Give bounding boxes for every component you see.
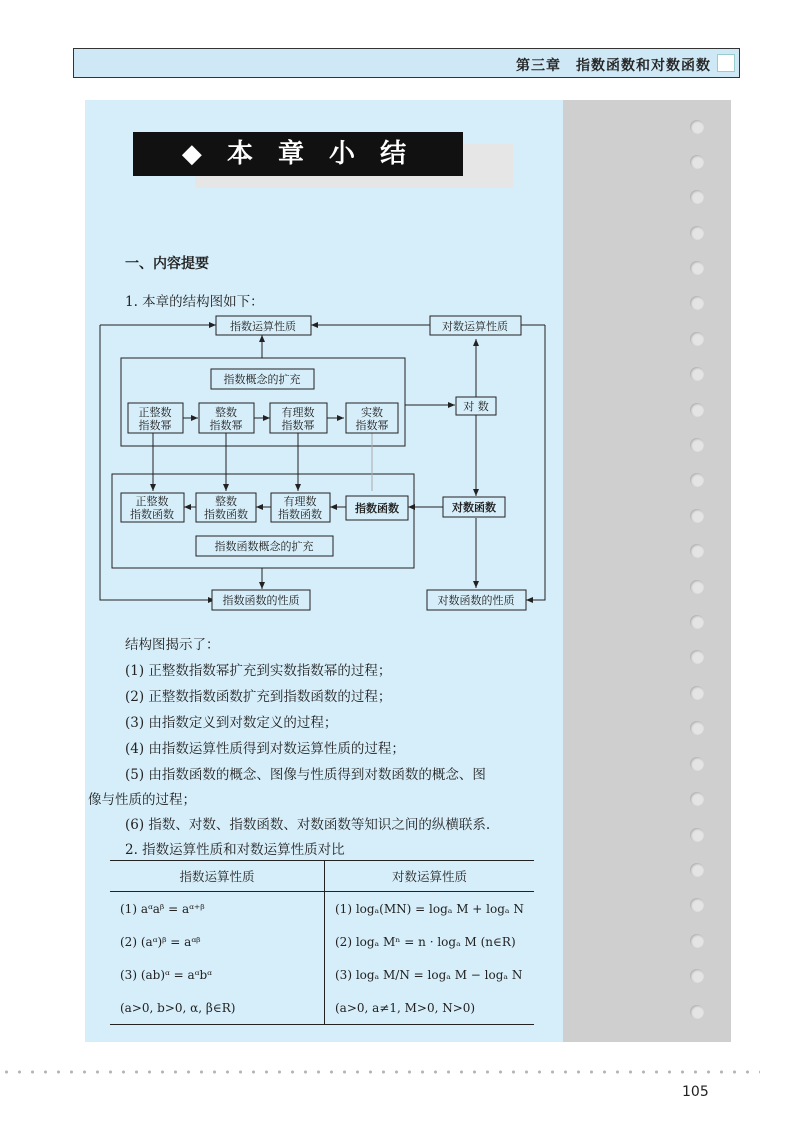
reveals-item-continued: 像与性质的过程； <box>88 792 196 808</box>
int-exp-label-2: 指数幂 <box>209 419 243 432</box>
table-cell: (3) (ab)ᵅ = aᵅbᵅ <box>120 967 212 982</box>
binder-hole-icon <box>690 828 704 842</box>
reveals-item: (2) 正整数指数函数扩充到指数函数的过程； <box>125 689 392 705</box>
table-cell: (1) aᵅaᵝ = aᵅ⁺ᵝ <box>120 901 205 916</box>
table-cell: (3) logₐ M/N = logₐ M − logₐ N <box>325 958 535 991</box>
real-exp-label-2: 指数幂 <box>355 419 389 432</box>
binder-hole-icon <box>690 650 704 664</box>
page-number: 105 <box>682 1084 709 1100</box>
reveals-item: (4) 由指数运算性质得到对数运算性质的过程； <box>125 741 405 757</box>
binder-hole-icon <box>690 757 704 771</box>
table-cell: (1) logₐ(MN) = logₐ M + logₐ N <box>325 892 535 926</box>
pos-int-exp-label: 正整数 <box>138 406 172 419</box>
table-row <box>110 991 534 1025</box>
reveals-intro: 结构图揭示了： <box>125 637 220 653</box>
pos-int-exp-label-2: 指数幂 <box>138 419 172 432</box>
pos-int-func-label: 正整数 <box>135 495 169 508</box>
binder-hole-icon <box>690 1005 704 1019</box>
log-props-label: 对数运算性质 <box>442 320 508 333</box>
rat-func-label-2: 指数函数 <box>278 508 322 521</box>
section-heading: 一、内容提要 <box>125 256 209 272</box>
binder-hole-icon <box>690 898 704 912</box>
rat-exp-label-2: 指数幂 <box>281 419 315 432</box>
table-row <box>110 925 534 958</box>
table-cell: (a>0, b>0, α, β∈R) <box>110 991 325 1025</box>
rat-func-label: 有理数 <box>283 495 317 508</box>
exp-props-label: 指数运算性质 <box>230 320 296 333</box>
binder-hole-icon <box>690 969 704 983</box>
exp-func-label: 指数函数 <box>355 502 399 515</box>
binder-hole-icon <box>690 686 704 700</box>
reveals-item: (6) 指数、对数、指数函数、对数函数等知识之间的纵横联系. <box>125 817 491 833</box>
binder-hole-icon <box>690 792 704 806</box>
reveals-item: (1) 正整数指数幂扩充到实数指数幂的过程； <box>125 663 392 679</box>
table-cell: (2) (aᵅ)ᵝ = aᵅᵝ <box>120 934 201 949</box>
structure-intro: 1. 本章的结构图如下： <box>125 294 264 310</box>
table-row <box>110 892 534 926</box>
table-header-exp: 指数运算性质 <box>110 861 325 892</box>
pos-int-func-label-2: 指数函数 <box>130 508 174 521</box>
int-func-label: 整数 <box>215 495 237 508</box>
chapter-summary-title: ◆ 本 章 小 结 <box>133 132 463 176</box>
real-exp-label: 实数 <box>361 406 383 419</box>
binder-hole-icon <box>690 863 704 877</box>
log-label: 对 数 <box>463 400 489 413</box>
reveals-item: (3) 由指数定义到对数定义的过程； <box>125 715 338 731</box>
exp-func-props-label: 指数函数的性质 <box>222 594 300 607</box>
comparison-table <box>110 860 534 1025</box>
chapter-title: 第三章 指数函数和对数函数 <box>516 58 711 74</box>
exp-concept-ext-label: 指数概念的扩充 <box>223 373 301 386</box>
log-func-props-label: 对数函数的性质 <box>437 594 515 607</box>
table-row <box>110 958 534 991</box>
table-cell: (a>0, a≠1, M>0, N>0) <box>325 991 535 1025</box>
comparison-heading: 2. 指数运算性质和对数运算性质对比 <box>125 842 345 858</box>
table-header-log: 对数运算性质 <box>325 861 535 892</box>
binder-hole-icon <box>690 934 704 948</box>
rat-exp-label: 有理数 <box>281 406 315 419</box>
func-concept-ext-label: 指数函数概念的扩充 <box>214 540 314 553</box>
binder-hole-icon <box>690 721 704 735</box>
table-cell: (2) logₐ Mⁿ = n · logₐ M (n∈R) <box>325 925 535 958</box>
reveals-item: (5) 由指数函数的概念、图像与性质得到对数函数的概念、图 <box>125 767 486 783</box>
footer-dotted-rule <box>0 1070 760 1074</box>
log-func-label: 对数函数 <box>452 501 496 514</box>
int-exp-label: 整数 <box>215 406 237 419</box>
int-func-label-2: 指数函数 <box>204 508 248 521</box>
